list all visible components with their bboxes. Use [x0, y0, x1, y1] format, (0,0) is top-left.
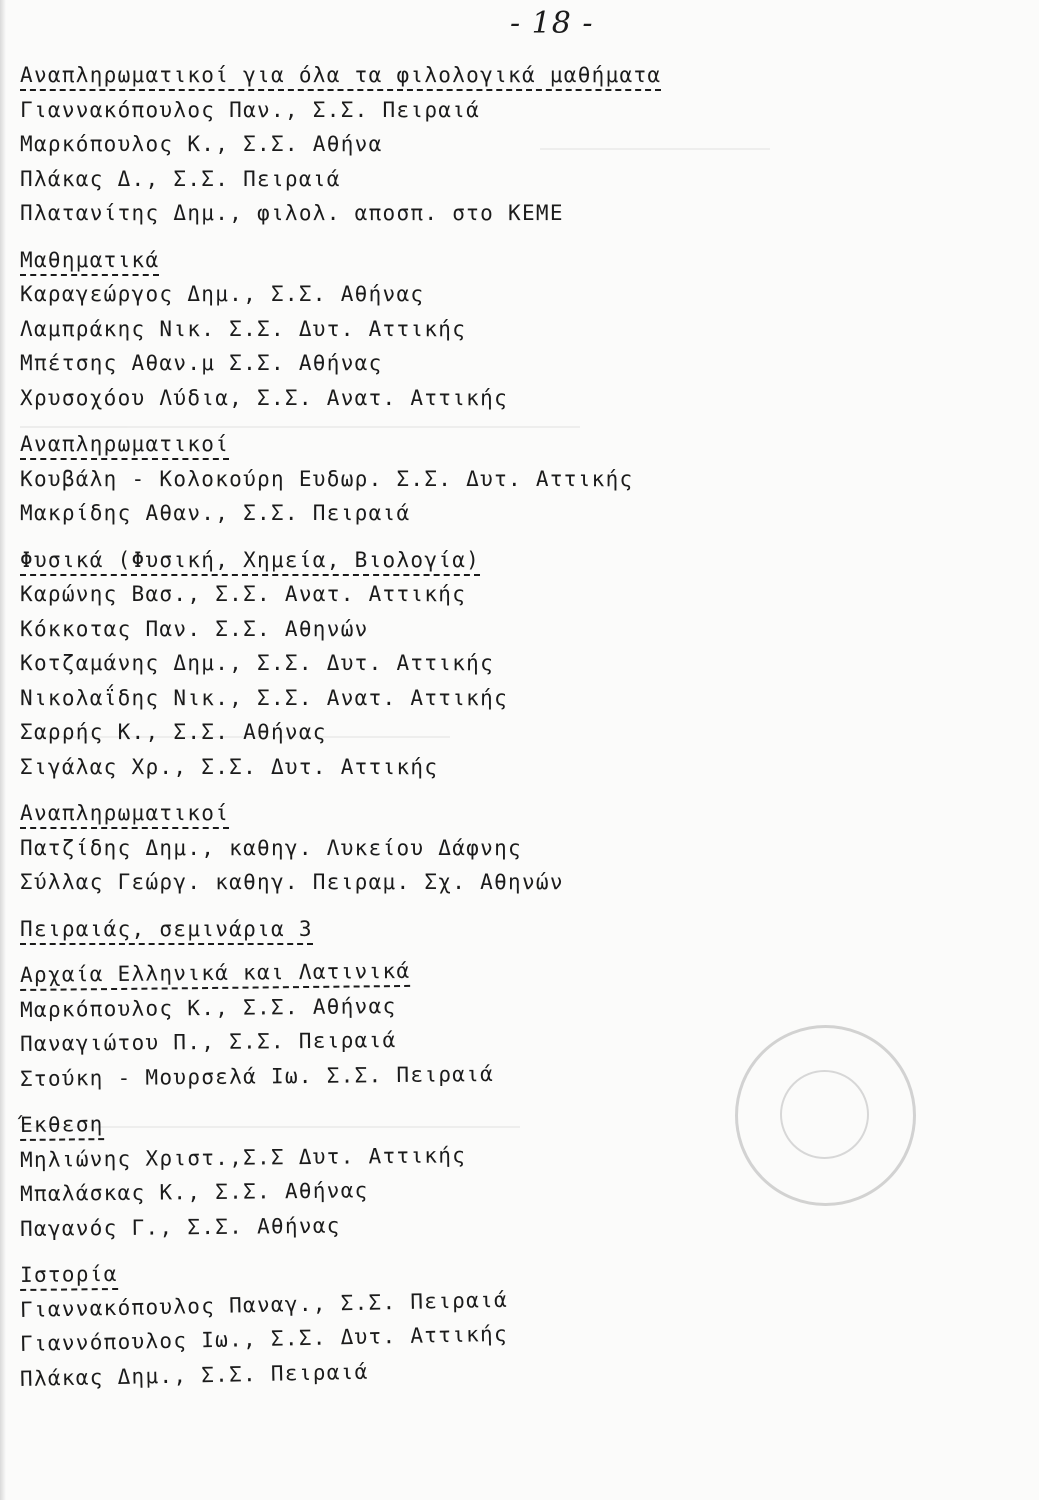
section-heading-text: Αρχαία Ελληνικά και Λατινικά — [20, 959, 411, 991]
section-heading — [20, 543, 1020, 578]
section-heading — [20, 243, 1020, 278]
section-heading — [20, 796, 1020, 831]
list-item: Μαρκόπουλος Κ., Σ.Σ. Αθήνα — [20, 132, 383, 156]
section-heading — [20, 912, 1020, 947]
list-item: Γιαννακόπουλος Παναγ., Σ.Σ. Πειραιά — [19, 1287, 509, 1322]
list-item: Κόκκοτας Παν. Σ.Σ. Αθηνών — [20, 616, 369, 641]
section-heading-text: Αναπληρωματικοί για όλα τα φιλολογικά μαθήματα — [20, 63, 661, 91]
list-item: Μπαλάσκας Κ., Σ.Σ. Αθήνας — [19, 1178, 369, 1206]
binding-edge — [0, 0, 6, 1500]
section-heading-text: Αναπληρωματικοί — [20, 801, 229, 829]
list-item: Μηλιώνης Χριστ.,Σ.Σ Δυτ. Αττικής — [19, 1142, 467, 1172]
list-item: Καρώνης Βασ., Σ.Σ. Ανατ. Αττικής — [20, 582, 467, 606]
page-number: - 18 - — [510, 6, 594, 41]
list-item: Παγανός Γ., Σ.Σ. Αθήνας — [19, 1213, 341, 1241]
list-item: Μπέτσης Αθαν.μ Σ.Σ. Αθήνας — [20, 351, 383, 375]
list-item: Γιαννακόπουλος Παν., Σ.Σ. Πειραιά — [20, 97, 481, 122]
list-item: Σιγάλας Χρ., Σ.Σ. Δυτ. Αττικής — [20, 754, 439, 779]
list-item: Καραγεώργος Δημ., Σ.Σ. Αθήνας — [20, 282, 425, 306]
list-item: Πλάκας Δ., Σ.Σ. Πειραιά — [20, 166, 341, 191]
list-item: Σύλλας Γεώργ. καθηγ. Πειραμ. Σχ. Αθηνών — [20, 870, 564, 894]
list-item: Σαρρής Κ., Σ.Σ. Αθήνας — [20, 720, 327, 744]
list-item: Χρυσοχόου Λύδια, Σ.Σ. Ανατ. Αττικής — [20, 385, 509, 410]
list-item: Μακρίδης Αθαν., Σ.Σ. Πειραιά — [20, 501, 411, 525]
list-item: Πατζίδης Δημ., καθηγ. Λυκείου Δάφνης — [20, 835, 522, 860]
list-item: Πλατανίτης Δημ., φιλολ. αποσπ. στο ΚΕΜΕ — [20, 201, 564, 225]
document-body — [20, 58, 1020, 1396]
section-heading-text: Φυσικά (Φυσική, Χημεία, Βιολογία) — [20, 548, 480, 576]
section-heading-text: Έκθεση — [20, 1112, 104, 1141]
list-item: Κουβάλη - Κολοκούρη Ευδωρ. Σ.Σ. Δυτ. Αττικής — [20, 466, 634, 491]
list-item: Παναγιώτου Π., Σ.Σ. Πειραιά — [19, 1028, 397, 1056]
section-heading — [20, 58, 1020, 93]
section-heading-text: Μαθηματικά — [20, 248, 159, 276]
section-heading-text: Πειραιάς, σεμινάρια 3 — [20, 917, 313, 945]
section-heading — [20, 427, 1020, 462]
list-item: Στούκη - Μουρσελά Ιω. Σ.Σ. Πειραιά — [19, 1061, 495, 1091]
list-item: Κοτζαμάνης Δημ., Σ.Σ. Δυτ. Αττικής — [20, 651, 495, 675]
list-item: Μαρκόπουλος Κ., Σ.Σ. Αθήνας — [19, 993, 397, 1022]
list-item: Γιαννόπουλος Ιω., Σ.Σ. Δυτ. Αττικής — [19, 1321, 509, 1356]
list-item: Νικολαΐδης Νικ., Σ.Σ. Ανατ. Αττικής — [20, 685, 509, 710]
list-item: Λαμπράκης Νικ. Σ.Σ. Δυτ. Αττικής — [20, 316, 467, 341]
section-heading-text: Αναπληρωματικοί — [20, 432, 229, 460]
section-heading-text: Ιστορία — [20, 1262, 118, 1291]
list-item: Πλάκας Δημ., Σ.Σ. Πειραιά — [19, 1359, 369, 1391]
